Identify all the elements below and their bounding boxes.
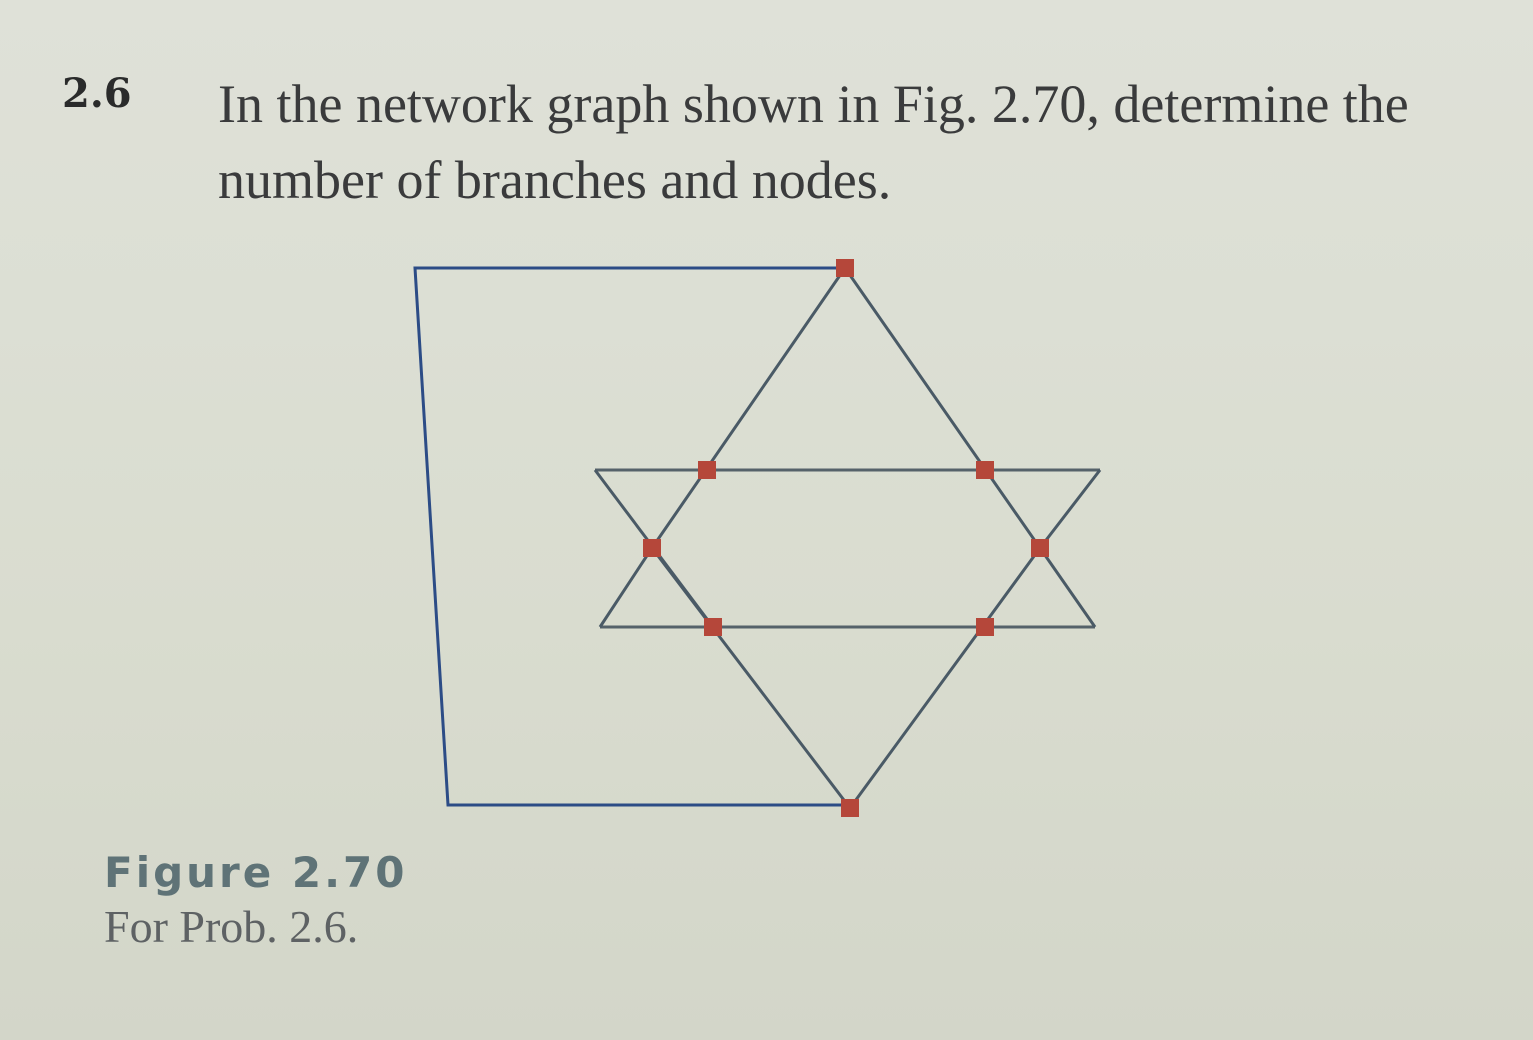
node [643,539,661,557]
node [841,799,859,817]
figure-caption-subtitle: For Prob. 2.6. [104,901,359,952]
node [976,618,994,636]
problem-statement-line-1: In the network graph shown in Fig. 2.70, determine the [218,74,1409,134]
problem-statement-line-2: number of branches and nodes. [218,150,892,210]
figure-caption-title: Figure 2.70 [104,848,408,897]
node [976,461,994,479]
left-cross-branch [600,548,652,627]
diamond-branch [652,268,1040,808]
node [1031,539,1049,557]
right-cross-branch [1040,470,1100,548]
problem-number: 2.6 [62,70,132,117]
node [704,618,722,636]
right-cross-branch [1040,548,1095,627]
node [836,259,854,277]
node [698,461,716,479]
